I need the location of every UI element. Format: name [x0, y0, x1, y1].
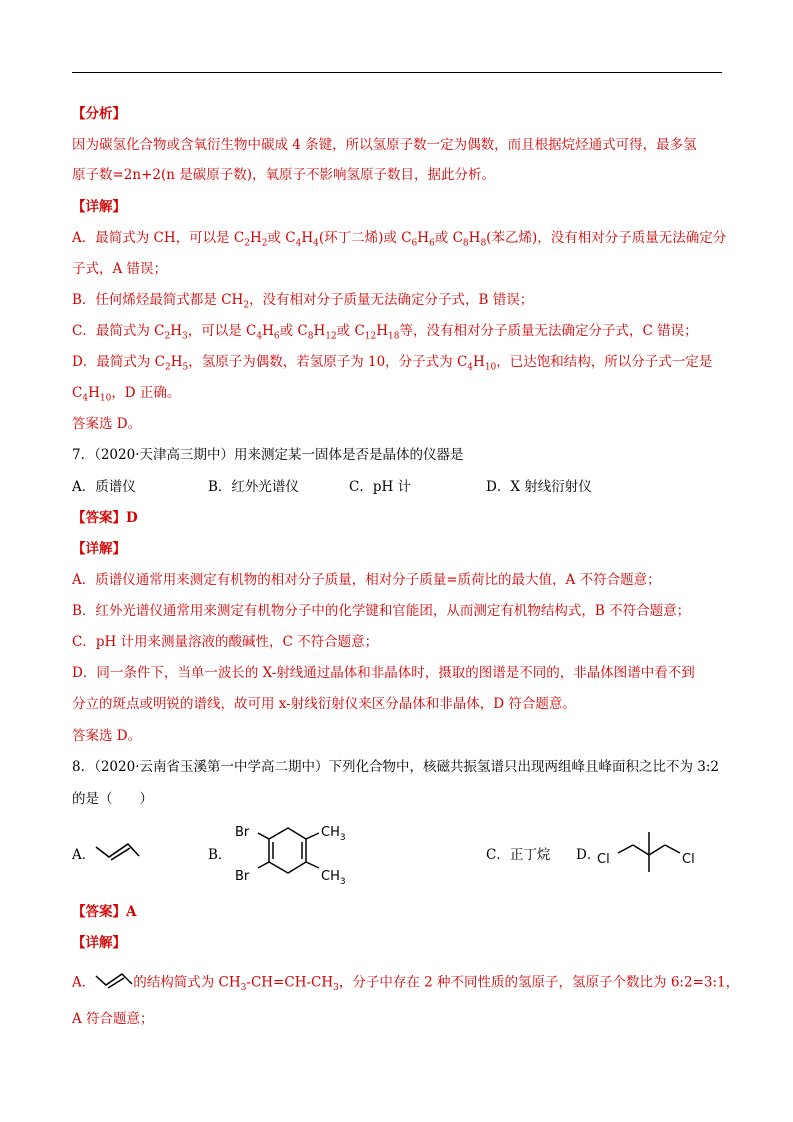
- analysis-line-1: 因为碳氢化合物或含氧衍生物中碳成 4 条键，所以氢原子数一定为偶数，而且根据烷烃通式可得，最多氢: [72, 137, 697, 153]
- q8-option-d-label: D．: [576, 847, 601, 863]
- q8-b-ch3-top: $CH_3$: [321, 825, 346, 843]
- detail1-option-b: B．任何烯烃最简式都是 $CH_2$，没有相对分子质量无法确定分子式，B 错误；: [72, 292, 534, 311]
- q8-option-d-structure: [597, 828, 717, 876]
- analysis-line-2: 原子数=2n+2(n 是碳原子数)，氧原子不影响氢原子数目，据此分析。: [72, 167, 496, 183]
- q7-option-b: B．红外光谱仪: [208, 479, 299, 495]
- q8-answer: 【答案】A: [72, 904, 137, 920]
- detail1-option-a-line-1: A．最简式为 CH，可以是 $C_2H_2$或 $C_4H_4$(环丁二烯)或 $C_6H_6$或 $C_8H_8$(苯乙烯)，没有相对分子质量无法确定分: [72, 230, 727, 249]
- detail1-option-d-line-1: D．最简式为 $C_2H_5$，氢原子为偶数，若氢原子为 10，分子式为 $C_4H_{10}$，已达饱和结构，所以分子式一定是: [72, 354, 713, 373]
- q8-option-b-structure: [232, 822, 352, 888]
- q8-b-ch3-bottom: $CH_3$: [321, 869, 346, 887]
- q7-option-d: D．X 射线衍射仪: [486, 479, 592, 495]
- q7-answer: 【答案】D: [72, 510, 138, 526]
- detail1-option-d-line-2: $C_4H_{10}$，D 正确。: [72, 385, 181, 404]
- q8-option-a-label: A．: [72, 847, 96, 863]
- top-rule: [72, 72, 722, 73]
- q8-d-cl-left: Cl: [597, 852, 610, 867]
- detail1-option-c: C．最简式为 $C_2H_3$，可以是 $C_4H_6$或 $C_8H_{12}$或 $C_{12}H_{18}$等，没有相对分子质量无法确定分子式，C 错误；: [72, 323, 698, 342]
- detail1-option-a-line-2: 子式，A 错误；: [72, 261, 168, 277]
- q8-detail-header: 【详解】: [72, 935, 126, 951]
- analysis-header: 【分析】: [72, 106, 126, 122]
- q8-detail-a-structure: [95, 972, 133, 994]
- question-7-stem: 7．（2020·天津高三期中）用来测定某一固体是否是晶体的仪器是: [72, 447, 464, 463]
- q8-option-a-structure: [95, 842, 141, 866]
- q7-detail-d-line-2: 分立的斑点或明锐的谱线，故可用 x-射线衍射仪来区分晶体和非晶体，D 符合题意。: [72, 696, 576, 712]
- q7-detail-header: 【详解】: [72, 541, 126, 557]
- q7-option-a: A．质谱仪: [72, 479, 136, 495]
- q7-detail-d-line-1: D．同一条件下，当单一波长的 X-射线通过晶体和非晶体时，摄取的图谱是不同的，非晶体图谱中看不到: [72, 665, 695, 681]
- detail1-answer: 答案选 D。: [72, 416, 142, 432]
- q8-option-c: C．正丁烷: [486, 847, 551, 863]
- q7-detail-c: C．pH 计用来测量溶液的酸碱性，C 不符合题意；: [72, 634, 379, 650]
- q7-detail-a: A．质谱仪通常用来测定有机物的相对分子质量，相对分子质量=质荷比的最大值，A 不符合题意；: [72, 572, 661, 588]
- q8-detail-a-line-2: A 符合题意；: [72, 1011, 154, 1027]
- q7-final-answer: 答案选 D。: [72, 728, 142, 744]
- q8-d-cl-right: Cl: [682, 852, 695, 867]
- q8-b-br-top: Br: [235, 825, 250, 840]
- q8-option-b-label: B．: [208, 847, 232, 863]
- q8-b-br-bottom: Br: [235, 869, 250, 884]
- q8-detail-a-line-1: A． 的结构简式为 $CH_3-CH=CH-CH_3$，分子中存在 2 种不同性质的氢原子，氢原子个数比为 6:2=3:1，: [72, 972, 739, 994]
- question-8-stem-line-1: 8．（2020·云南省玉溪第一中学高二期中）下列化合物中，核磁共振氢谱只出现两组峰且峰面积之比不为 3:2: [72, 759, 720, 775]
- q7-option-c: C．pH 计: [349, 479, 412, 495]
- question-8-stem-line-2: 的是（ ）: [72, 791, 153, 807]
- detail-header-1: 【详解】: [72, 199, 126, 215]
- q7-detail-b: B．红外光谱仪通常用来测定有机物分子中的化学键和官能团，从而测定有机物结构式，B 不符合题意；: [72, 603, 691, 619]
